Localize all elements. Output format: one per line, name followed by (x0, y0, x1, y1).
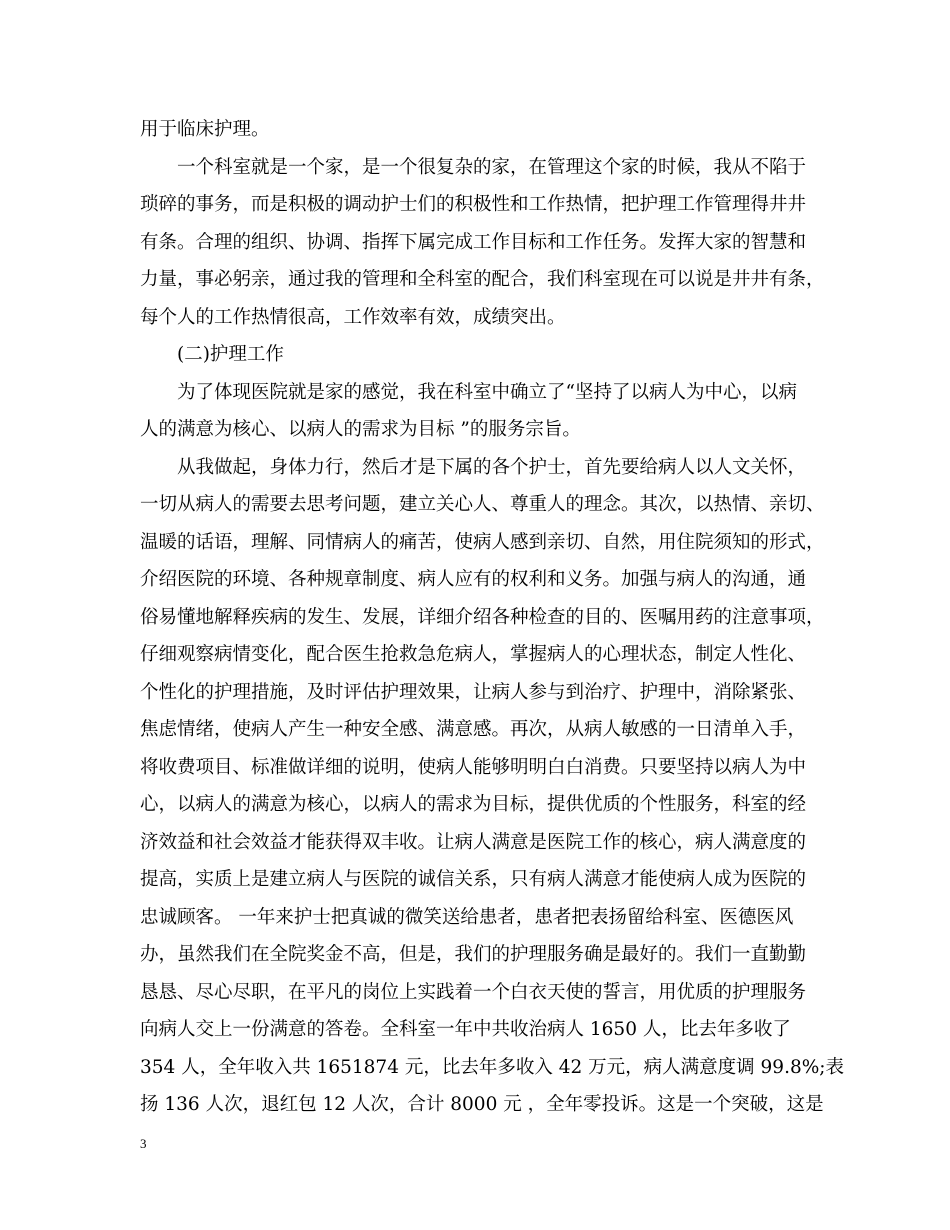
text-line: 温暖的话语，理解、同情病人的痛苦，使病人感到亲切、自然，用住院须知的形式， (140, 531, 825, 553)
section-heading: (二)护理工作 (140, 344, 284, 365)
text-line: 办，虽然我们在全院奖金不高，但是，我们的护理服务确是最好的。我们一直勤勤 (140, 944, 807, 965)
text-line: 将收费项目、标准做详细的说明，使病人能够明明白白消费。只要坚持以病人为中 (140, 756, 807, 778)
text-line: 每个人的工作热情很高，工作效率有效，成绩突出。 (140, 306, 566, 328)
text-line: 力量，事必躬亲，通过我的管理和全科室的配合，我们科室现在可以说是井井有条， (140, 269, 825, 290)
text-line: 有条。合理的组织、协调、指挥下属完成工作目标和工作任务。发挥大家的智慧和 (140, 231, 807, 253)
text-line: 忠诚顾客。 一年来护士把真诚的微笑送给患者，患者把表扬留给科室、医德医风 (140, 906, 794, 928)
text-line: 焦虑情绪，使病人产生一种安全感、满意感。再次，从病人敏感的一日清单入手， (140, 719, 807, 740)
text-line: 354 人，全年收入共 1651874 元，比去年多收入 42 万元，病人满意度调 99.8%;表 (140, 1056, 845, 1078)
text-line: 向病人交上一份满意的答卷。全科室一年中共收治病人 1650 人，比去年多收了 (140, 1019, 791, 1040)
page-number: 3 (140, 1136, 147, 1151)
text-line: 仔细观察病情变化，配合医生抢救急危病人，掌握病人的心理状态，制定人性化、 (140, 644, 807, 665)
text-line: 心，以病人的满意为核心，以病人的需求为目标，提供优质的个性服务，科室的经 (140, 794, 807, 815)
text-line: 人的满意为核心、以病人的需求为目标 ”的服务宗旨。 (140, 419, 581, 440)
document-body (140, 111, 845, 1124)
text-line: 从我做起，身体力行，然后才是下属的各个护士，首先要给病人以人文关怀， (140, 456, 807, 478)
text-line: 恳恳、尽心尽职，在平凡的岗位上实践着一个白衣天使的誓言，用优质的护理服务 (140, 981, 807, 1003)
text-line: 一个科室就是一个家，是一个很复杂的家，在管理这个家的时候，我从不陷于 (140, 156, 807, 178)
text-line: 介绍医院的环境、各种规章制度、病人应有的权利和义务。加强与病人的沟通，通 (140, 569, 807, 590)
text-line: 扬 136 人次，退红包 12 人次，合计 8000 元 ，全年零投诉。这是一个突破，这是 (140, 1094, 824, 1115)
text-line: 琐碎的事务，而是积极的调动护士们的积极性和工作热情，把护理工作管理得井井 (140, 194, 807, 215)
text-line: 为了体现医院就是家的感觉，我在科室中确立了“坚持了以病人为中心，以病 (140, 381, 797, 403)
text-line: 俗易懂地解释疾病的发生、发展，详细介绍各种检查的目的、医嘱用药的注意事项， (140, 606, 825, 628)
text-line: 用于临床护理。 (140, 119, 270, 140)
text-line: 济效益和社会效益才能获得双丰收。让病人满意是医院工作的核心，病人满意度的 (140, 831, 807, 853)
text-line: 个性化的护理措施，及时评估护理效果，让病人参与到治疗、护理中，消除紧张、 (140, 681, 807, 703)
text-line: 一切从病人的需要去思考问题，建立关心人、尊重人的理念。其次，以热情、亲切、 (140, 494, 825, 515)
text-line: 提高，实质上是建立病人与医院的诚信关系，只有病人满意才能使病人成为医院的 (140, 869, 807, 890)
